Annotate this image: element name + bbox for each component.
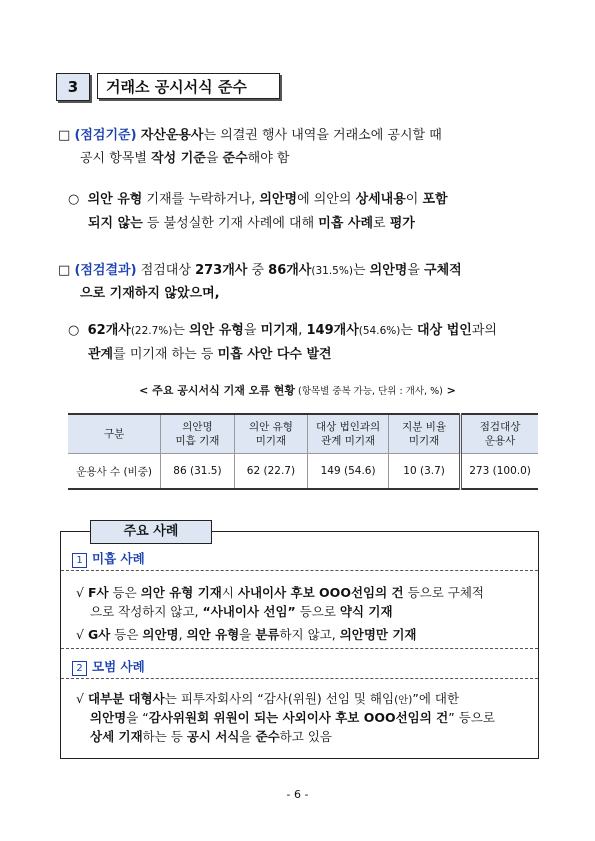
text: 273개사 (195, 263, 248, 278)
criteria-point-line-1 (68, 191, 448, 208)
circle-bullet-icon: ○ (68, 323, 80, 338)
poor-cases-heading (72, 549, 145, 568)
cases-tab: 주요 사례 (90, 520, 212, 544)
text: (54.6%) (358, 325, 401, 337)
text: , (298, 323, 307, 338)
poor-case-1-line-1 (76, 584, 484, 601)
result-line-2: 으로 기재하지 않았으며, (80, 286, 220, 301)
check-icon: √ (76, 585, 88, 600)
text: 해야 함 (247, 151, 290, 166)
result-point-line-1 (68, 322, 497, 340)
table-header (68, 414, 161, 454)
text: 지분 비율 (402, 421, 447, 433)
text: 준수 (255, 729, 280, 744)
text: 의안명 (142, 627, 179, 642)
table-cell: 운용사 수 (비중) (68, 454, 161, 490)
number-box-icon: 2 (72, 661, 87, 676)
text: 미기재 (408, 435, 440, 447)
text: 관계 미기재 (321, 435, 376, 447)
table-header (389, 414, 461, 454)
table-header (234, 414, 308, 454)
text: 준수 (222, 151, 248, 166)
text: 하는 등 (142, 729, 187, 744)
error-status-table (68, 413, 538, 490)
text: 으로 작성하지 않고, (90, 604, 203, 619)
text: “사내이사 선임” (202, 604, 296, 619)
table-header (461, 414, 538, 454)
criteria-subject: 자산운용사 (140, 128, 204, 143)
text: 감사위원회 위원이 되는 사외이사 후보 OOO선임의 건 (148, 710, 449, 725)
text: 기재를 누락하거나, (142, 192, 260, 207)
text: 미흡 사안 다수 발견 (217, 347, 332, 362)
text: 모범 사례 (92, 659, 145, 674)
text: 상세 기재 (90, 729, 143, 744)
criteria-tag: (점검기준) (74, 128, 137, 143)
text: 약식 기재 (339, 604, 393, 619)
text: 점검대상 (479, 421, 521, 433)
text: 대상 법인 (417, 323, 472, 338)
table-cell: 10 (3.7) (389, 454, 461, 490)
text: (31.5%) (311, 265, 353, 277)
text: 62개사 (87, 323, 131, 338)
text: 149개사 (306, 323, 359, 338)
text: > (442, 384, 456, 397)
text: 대상 법인과의 (316, 421, 381, 433)
text: (22.7%) (130, 325, 173, 337)
text: 구분 (103, 428, 125, 440)
criteria-point-line-2 (88, 215, 415, 232)
text: 86개사 (268, 263, 312, 278)
table-cell: 86 (31.5) (161, 454, 235, 490)
text: 하지 않고, (279, 627, 340, 642)
checkbox-icon: □ (58, 128, 71, 143)
text: 운용사 (484, 435, 516, 447)
text: , (178, 627, 187, 642)
text: 관계 (88, 347, 114, 362)
text: 를 미기재 하는 등 (113, 347, 218, 362)
text: 는 (172, 323, 190, 338)
circle-bullet-icon: ○ (68, 192, 80, 207)
text: 의안 유형 (87, 192, 143, 207)
text: 등은 (110, 627, 143, 642)
text: 의안명 (259, 192, 298, 207)
text: 분류 (255, 627, 280, 642)
text: 등으로 구체적 (403, 585, 484, 600)
text: G사 (87, 627, 111, 642)
text: 의안 유형 (186, 627, 240, 642)
text: 미기재 (255, 435, 287, 447)
text: F사 (87, 585, 109, 600)
text: 과의 (471, 323, 497, 338)
text: 을 (239, 729, 256, 744)
text: 의안 유형 (248, 421, 293, 433)
result-tag: (점검결과) (74, 263, 137, 278)
table-cell: 62 (22.7) (234, 454, 308, 490)
text: 을 (407, 263, 425, 278)
good-case-line-1 (76, 690, 459, 709)
text: (안) (394, 694, 413, 706)
table-caption (0, 382, 595, 398)
check-icon: √ (76, 627, 88, 642)
text: 의안명만 기재 (339, 627, 417, 642)
text: 로 (373, 216, 390, 231)
good-cases-heading (72, 657, 145, 676)
result-point-line-2 (88, 346, 332, 363)
text: 는 (400, 323, 418, 338)
text: 의안 유형 (189, 323, 244, 338)
text: ” 등으로 (448, 710, 495, 725)
text: 의안명 (182, 421, 213, 433)
text: 의안명 (90, 710, 127, 725)
text: 포함 (422, 192, 448, 207)
text: 공시 서식 (186, 729, 240, 744)
text: 등은 (108, 585, 141, 600)
text: (항목별 중복 가능, 단위 : 개사, %) (295, 386, 443, 397)
text: 을 (243, 323, 261, 338)
divider (61, 648, 538, 649)
good-case-line-3 (90, 728, 332, 745)
check-icon: √ (76, 691, 88, 706)
text: 중 (247, 263, 269, 278)
text: 공시 항목별 (80, 151, 152, 166)
table-header (308, 414, 389, 454)
text: 의안 유형 기재 (140, 585, 222, 600)
text: 하고 있음 (279, 729, 332, 744)
text: 미흡 사례 (92, 551, 145, 566)
text: 을 (205, 151, 223, 166)
text: 는 피투자회사의 “감사(위원) 선임 및 해임 (164, 691, 395, 706)
number-box-icon: 1 (72, 553, 87, 568)
text: 사내이사 후보 OOO선임의 건 (237, 585, 404, 600)
text: ”에 대한 (412, 691, 460, 706)
text: 대부분 대형사 (87, 691, 165, 706)
text: 평가 (389, 216, 415, 231)
poor-case-2 (76, 626, 417, 643)
criteria-line-1 (58, 127, 442, 144)
section-title: 거래소 공시서식 준수 (97, 73, 280, 99)
text: 미기재 (260, 323, 299, 338)
good-case-line-2 (90, 709, 495, 726)
page-number: - 6 - (286, 788, 309, 801)
text: 을 (239, 627, 256, 642)
text: 되지 않는 (88, 216, 143, 231)
text: 에 의안의 (297, 192, 356, 207)
checkbox-icon: □ (58, 263, 71, 278)
text: 을 “ (126, 710, 149, 725)
table-cell: 149 (54.6) (308, 454, 389, 490)
criteria-text: 는 의결권 행사 내역을 거래소에 공시할 때 (203, 128, 442, 143)
text: 작성 기준 (151, 151, 206, 166)
section-number: 3 (56, 73, 90, 101)
text: 구체적 (424, 263, 462, 278)
text: 미흡 사례 (318, 216, 374, 231)
criteria-line-2 (80, 150, 289, 167)
poor-case-1-line-2 (90, 603, 393, 620)
divider (61, 570, 538, 571)
text: 미흡 기재 (175, 435, 220, 447)
table-header (161, 414, 235, 454)
text: 의안명 (369, 263, 408, 278)
table-row (68, 454, 538, 490)
text: 점검대상 (136, 263, 196, 278)
table-cell: 273 (100.0) (461, 454, 538, 490)
divider (61, 678, 538, 679)
text: 시 (221, 585, 238, 600)
text: 상세내용 (355, 192, 406, 207)
text: 등 불성실한 기재 사례에 대해 (142, 216, 319, 231)
text: 는 (352, 263, 370, 278)
text: 등으로 (295, 604, 340, 619)
text: < 주요 공시서식 기재 오류 현황 (139, 384, 296, 397)
result-line-1 (58, 262, 462, 280)
table-header-row (68, 414, 538, 454)
text: 이 (405, 192, 423, 207)
